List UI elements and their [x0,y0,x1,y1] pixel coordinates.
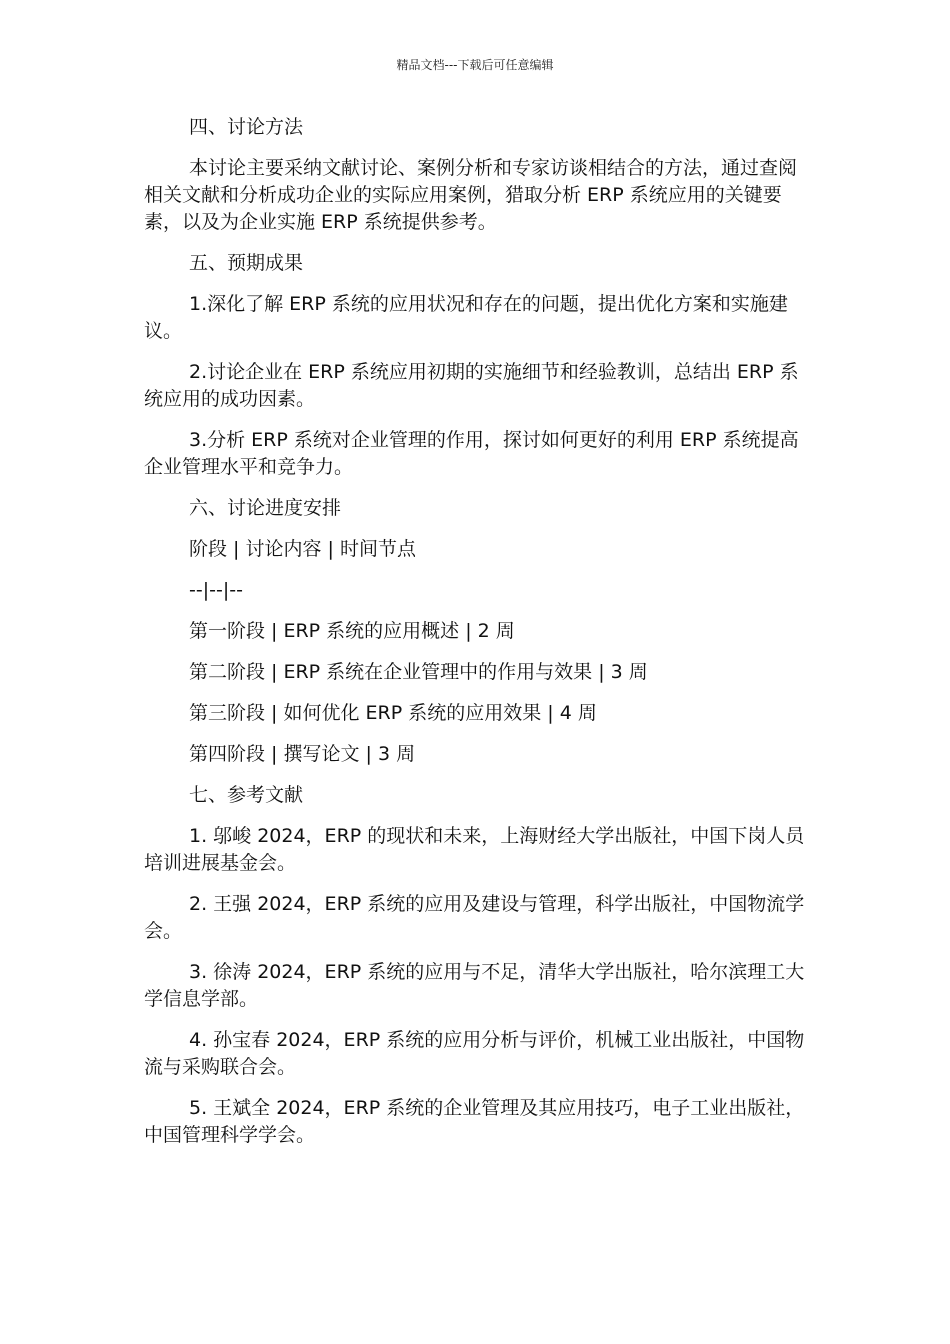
reference-item-3: 3. 徐涛 2024，ERP 系统的应用与不足，清华大学出版社，哈尔滨理工大学信息学部。 [144,961,805,1010]
reference-item-1: 1. 邬峻 2024，ERP 的现状和未来，上海财经大学出版社，中国下岗人员培训进展基金会。 [144,825,805,874]
reference-item-2: 2. 王强 2024，ERP 系统的应用及建设与管理，科学出版社，中国物流学会。 [144,893,805,942]
result-item-3: 3.分析 ERP 系统对企业管理的作用，探讨如何更好的利用 ERP 系统提高企业管理水平和竞争力。 [144,429,799,478]
schedule-table-separator: --|--|-- [189,579,243,601]
schedule-row-4: 第四阶段 | 撰写论文 | 3 周 [189,743,416,765]
schedule-row-3: 第三阶段 | 如何优化 ERP 系统的应用效果 | 4 周 [189,702,597,724]
result-item-1: 1.深化了解 ERP 系统的应用状况和存在的问题，提出优化方案和实施建议。 [144,293,788,342]
document-body [144,114,806,1163]
schedule-row-1: 第一阶段 | ERP 系统的应用概述 | 2 周 [189,620,515,642]
reference-item-4: 4. 孙宝春 2024，ERP 系统的应用分析与评价，机械工业出版社，中国物流与采购联合会。 [144,1029,805,1078]
section-heading-method: 四、讨论方法 [189,116,304,138]
reference-item-5: 5. 王斌全 2024，ERP 系统的企业管理及其应用技巧，电子工业出版社，中国管理科学学会。 [144,1097,805,1146]
schedule-table-header: 阶段 | 讨论内容 | 时间节点 [189,538,416,560]
section-heading-results: 五、预期成果 [189,252,304,274]
section-heading-references: 七、参考文献 [189,784,304,806]
page-header: 精品文档---下载后可任意编辑 [396,58,554,72]
section-heading-schedule: 六、讨论进度安排 [189,497,342,519]
schedule-row-2: 第二阶段 | ERP 系统在企业管理中的作用与效果 | 3 周 [189,661,648,683]
result-item-2: 2.讨论企业在 ERP 系统应用初期的实施细节和经验教训，总结出 ERP 系统应用的成功因素。 [144,361,799,410]
method-paragraph: 本讨论主要采纳文献讨论、案例分析和专家访谈相结合的方法，通过查阅相关文献和分析成功企业的实际应用案例，猎取分析 ERP 系统应用的关键要素，以及为企业实施 ERP 系统提供参考。 [144,157,798,233]
